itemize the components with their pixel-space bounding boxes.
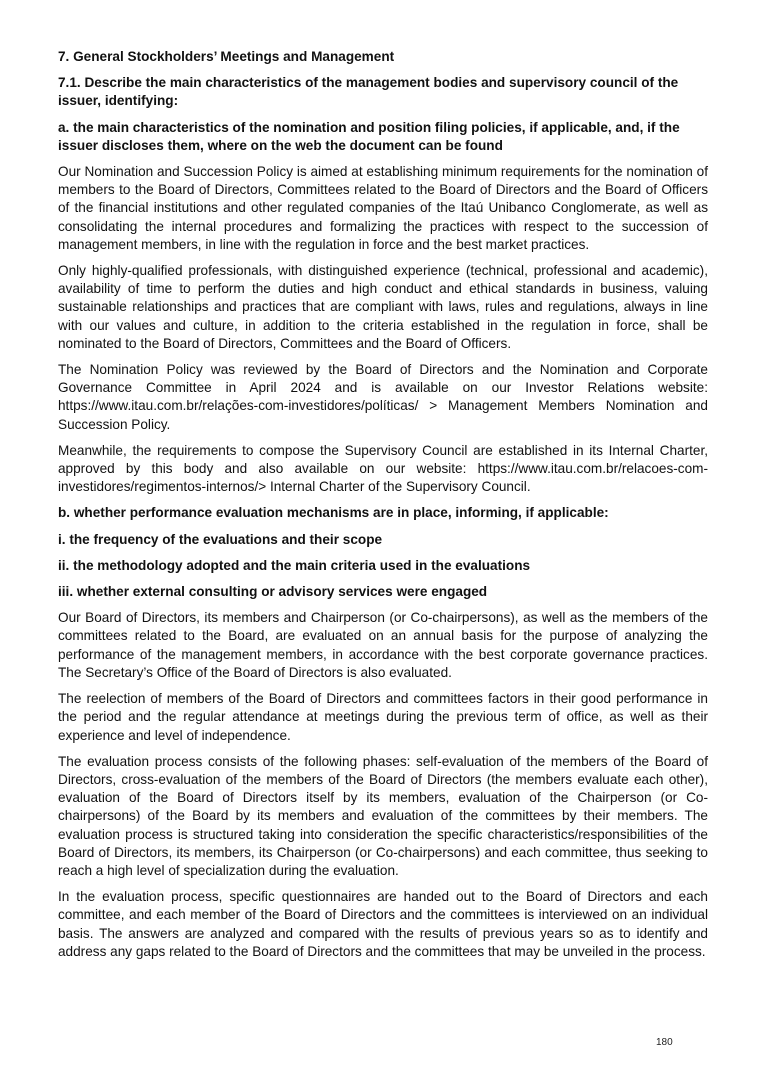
section-title: 7. General Stockholders’ Meetings and Management [58, 49, 395, 64]
paragraph-b-1: Our Board of Directors, its members and Chairperson (or Co-chairpersons), as well as the members of the committees related to the Board, are evaluated on an annual basis for the purpose of analyzing the performance of the management members, in accordance with the best corporate governance practices. The Secretary’s Office of the Board of Directors is also evaluated. [58, 610, 708, 680]
paragraph-a-1: Our Nomination and Succession Policy is aimed at establishing minimum requirements for the nomination of members to the Board of Directors, Committees related to the Board of Directors and the Board of Officers of the financial institutions and other regulated companies of the Itaú Unibanco Conglomerate, as well as consolidating the internal procedures and formalizing the practices with respect to the succession of management members, in line with the regulation in force and the best market practices. [58, 164, 708, 252]
paragraph-b-2: The reelection of members of the Board of Directors and committees factors in their good performance in the period and the regular attendance at meetings during the previous term of office, as well as their experience and level of independence. [58, 691, 708, 743]
paragraph-a-3: The Nomination Policy was reviewed by the Board of Directors and the Nomination and Corporate Governance Committee in April 2024 and is available on our Investor Relations website: https://www.itau.com.br/relações-com-investidores/políticas/ > Management Members Nomination and Succession Policy. [58, 362, 708, 432]
paragraph-a-2: Only highly-qualified professionals, with distinguished experience (technical, professional and academic), availability of time to perform the duties and high conduct and ethical standards in business, valuing sustainable relationships and practices that are compliant with laws, rules and regulations, always in line with our values and culture, in addition to the criteria established in the regulation in force, shall be nominated to the Board of Directors, Committees and the Board of Officers. [58, 263, 708, 351]
paragraph-b-4: In the evaluation process, specific questionnaires are handed out to the Board of Directors and each committee, and each member of the Board of Directors and the committees is interviewed on an individual basis. The answers are analyzed and compared with the results of previous years so as to identify and address any gaps related to the Board of Directors and the committees that may be unveiled in the process. [58, 889, 708, 959]
page-number: 180 [656, 1037, 673, 1048]
item-b-sub-i: i. the frequency of the evaluations and their scope [58, 531, 383, 547]
paragraph-b-3: The evaluation process consists of the following phases: self-evaluation of the members of the Board of Directors, cross-evaluation of the members of the Board of Directors (the members evaluate each other), evaluation of the Board of Directors itself by its members, evaluation of the Chairperson (or Co-chairpersons) of the Board by its members and evaluation of the committees by their members. The evaluation process is structured taking into consideration the specific characteristics/responsibilities of the Board of Directors, its members, its Chairperson (or Co-chairpersons) and each committee, thus seeking to reach a high level of specialization during the evaluation. [58, 753, 708, 878]
question-heading: 7.1. Describe the main characteristics of the management bodies and supervisory council of the issuer, identifying: [58, 75, 679, 109]
document-page [58, 48, 708, 969]
item-a-heading: a. the main characteristics of the nomination and position filing policies, if applicable, and, if the issuer discloses them, where on the web the document can be found [58, 119, 680, 153]
item-b-sub-iii: iii. whether external consulting or advisory services were engaged [58, 584, 488, 600]
item-b-sub-ii: ii. the methodology adopted and the main criteria used in the evaluations [58, 557, 531, 573]
paragraph-a-4: Meanwhile, the requirements to compose the Supervisory Council are established in its Internal Charter, approved by this body and also available on our website: https://www.itau.com.br/relacoes-com-investidores/regimentos-internos/> Internal Charter of the Supervisory Council. [58, 442, 708, 495]
item-b-heading: b. whether performance evaluation mechanisms are in place, informing, if applicable: [58, 505, 609, 521]
